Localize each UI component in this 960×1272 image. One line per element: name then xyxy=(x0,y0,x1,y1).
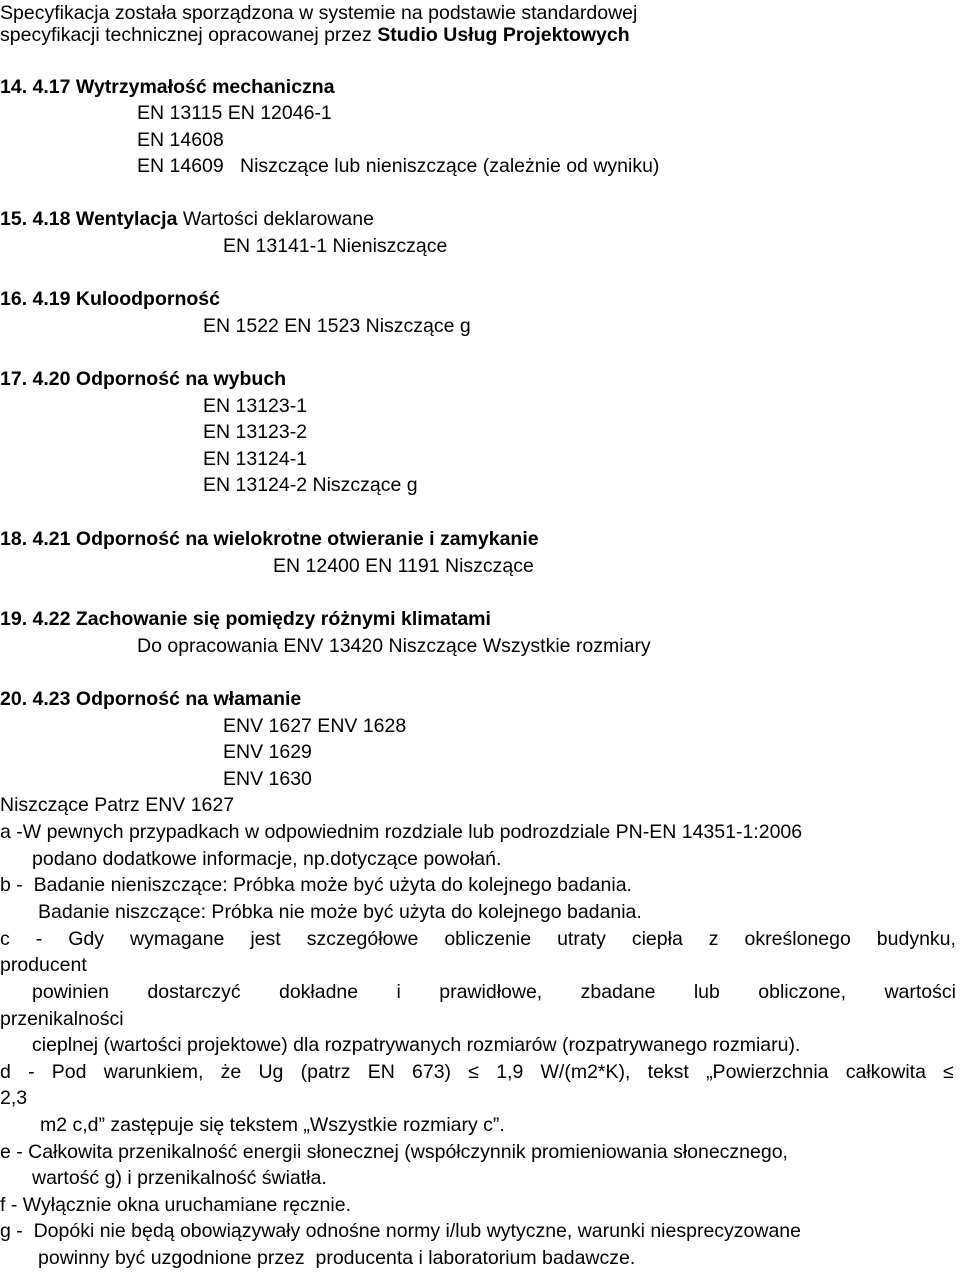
word: z xyxy=(708,928,719,950)
word: - xyxy=(28,1061,35,1083)
section-heading-19: 19. 4.22 Zachowanie się pomiędzy różnymi klimatami xyxy=(0,608,491,630)
word: EN xyxy=(367,1061,395,1083)
note-d-line-1 xyxy=(0,1059,954,1086)
word: Pod xyxy=(51,1061,87,1083)
note-b-line-1: b - Badanie nieniszczące: Próbka może być użyta do kolejnego badania. xyxy=(0,874,632,896)
section-20-line: ENV 1630 xyxy=(223,768,312,790)
section-15-subtitle: Wartości deklarowane xyxy=(177,208,374,230)
section-17-line: EN 13124-2 Niszczące g xyxy=(203,474,418,496)
note-g-line-1: g - Dopóki nie będą obowiązywały odnośne normy i/lub wytyczne, warunki niesprecyzowane xyxy=(0,1220,801,1242)
word: W/(m2*K), xyxy=(540,1061,631,1083)
note-c-line-2 xyxy=(32,979,956,1006)
word: 1,9 xyxy=(496,1061,524,1083)
word: ciepła xyxy=(631,928,683,950)
section-17-line: EN 13123-2 xyxy=(203,421,308,443)
section-heading-18: 18. 4.21 Odporność na wielokrotne otwieranie i zamykanie xyxy=(0,528,539,550)
note-d-line-2: m2 c,d” zastępuje się tekstem „Wszystkie rozmiary c”. xyxy=(40,1114,505,1136)
section-19-line: Do opracowania ENV 13420 Niszczące Wszystkie rozmiary xyxy=(137,635,651,657)
word: - xyxy=(35,928,43,950)
word: 673) xyxy=(412,1061,452,1083)
word: i xyxy=(396,981,401,1003)
word: prawidłowe, xyxy=(439,981,543,1003)
word: obliczenie xyxy=(444,928,532,950)
section-20-line: ENV 1629 xyxy=(223,741,312,763)
less-equal-sign: ≤ xyxy=(943,1061,954,1083)
section-heading-16: 16. 4.19 Kuloodporność xyxy=(0,288,220,310)
note-f-line-1: f - Wyłącznie okna uruchamiane ręcznie. xyxy=(0,1194,351,1216)
note-g-line-2: powinny być uzgodnione przez producenta i laboratorium badawcze. xyxy=(38,1247,636,1269)
section-15-title: 15. 4.18 Wentylacja xyxy=(0,208,178,230)
word: lub xyxy=(693,981,720,1003)
note-e-line-2: wartość g) i przenikalność światła. xyxy=(32,1167,327,1189)
section-16-line: EN 1522 EN 1523 Niszczące g xyxy=(203,315,471,337)
section-heading-20: 20. 4.23 Odporność na włamanie xyxy=(0,688,302,710)
section-20-line: ENV 1627 ENV 1628 xyxy=(223,715,407,737)
word: wartości xyxy=(884,981,956,1003)
section-heading-17: 17. 4.20 Odporność na wybuch xyxy=(0,368,287,390)
note-e-line-1: e - Całkowita przenikalność energii słonecznej (współczynnik promieniowania słonecznego, xyxy=(0,1141,788,1163)
note-patrz: Niszczące Patrz ENV 1627 xyxy=(0,794,235,816)
section-14-line: EN 14609 Niszczące lub nieniszczące (zależnie od wyniku) xyxy=(137,155,660,177)
note-c-line-2b: przenikalności xyxy=(0,1008,124,1030)
header-studio-name: Studio Usług Projektowych xyxy=(377,24,630,46)
section-14-line: EN 13115 EN 12046-1 xyxy=(137,102,332,124)
word: wymagane xyxy=(130,928,225,950)
word: określonego xyxy=(744,928,851,950)
word: (patrz xyxy=(300,1061,351,1083)
section-17-line: EN 13124-1 xyxy=(203,448,308,470)
section-14-line: EN 14608 xyxy=(137,129,224,151)
section-18-line: EN 12400 EN 1191 Niszczące xyxy=(273,555,534,577)
note-c-line-3: cieplnej (wartości projektowe) dla rozpatrywanych rozmiarów (rozpatrywanego rozmiaru). xyxy=(32,1034,801,1056)
word: obliczone, xyxy=(758,981,847,1003)
word: „Powierzchnia xyxy=(706,1061,829,1083)
word: warunkiem, xyxy=(103,1061,204,1083)
word: tekst xyxy=(647,1061,689,1083)
word: Gdy xyxy=(68,928,105,950)
header-line-2 xyxy=(0,22,630,49)
word: szczegółowe xyxy=(306,928,419,950)
note-d-line-1b: 2,3 xyxy=(0,1087,28,1109)
note-a-line-2: podano dodatkowe informacje, np.dotyczące powołań. xyxy=(32,848,502,870)
word: Ug xyxy=(258,1061,284,1083)
section-heading-15 xyxy=(0,206,374,233)
header-line-2-text: specyfikacji technicznej opracowanej przez xyxy=(0,24,378,46)
section-17-line: EN 13123-1 xyxy=(203,395,308,417)
header-line-1: Specyfikacja została sporządzona w systemie na podstawie standardowej xyxy=(0,2,638,24)
word: c xyxy=(0,928,10,950)
word: zbadane xyxy=(580,981,656,1003)
note-c-line-1b: producent xyxy=(0,954,87,976)
word: jest xyxy=(250,928,281,950)
word: powinien xyxy=(32,981,109,1003)
word: całkowita xyxy=(845,1061,926,1083)
note-c-line-1 xyxy=(0,926,956,953)
word: dostarczyć xyxy=(147,981,241,1003)
word: d xyxy=(0,1061,11,1083)
section-15-line: EN 13141-1 Nieniszczące xyxy=(223,235,448,257)
note-a-line-1: a -W pewnych przypadkach w odpowiednim rozdziale lub podrozdziale PN-EN 14351-1:2006 xyxy=(0,821,803,843)
word: utraty xyxy=(557,928,606,950)
word: budynku, xyxy=(876,928,956,950)
section-heading-14: 14. 4.17 Wytrzymałość mechaniczna xyxy=(0,76,335,98)
note-b-line-2: Badanie niszczące: Próbka nie może być użyta do kolejnego badania. xyxy=(38,901,642,923)
less-equal-sign: ≤ xyxy=(468,1061,479,1083)
word: że xyxy=(220,1061,242,1083)
word: dokładne xyxy=(278,981,359,1003)
